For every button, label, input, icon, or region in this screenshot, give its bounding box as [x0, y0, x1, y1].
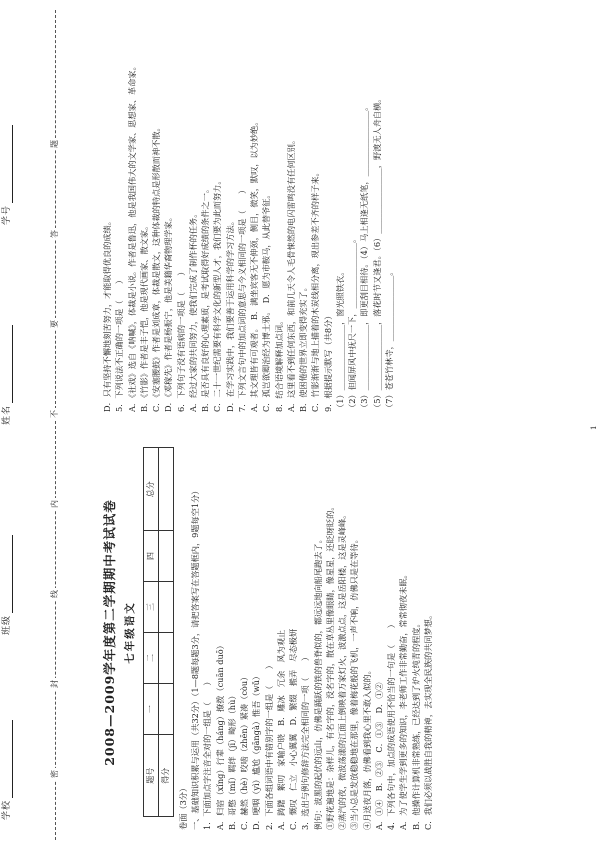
field-label: 学号	[2, 204, 12, 225]
question-line: ②蒸汽的夜，微波荡漾的江面上倒映着万家灯火，波激点点，这是岳阳楼，这是灵峰峰。	[337, 510, 347, 830]
score-cell[interactable]	[158, 448, 173, 530]
question-line: C．二十一世纪需要有科学文化的新型人才，我们要为此而努力。	[212, 176, 223, 412]
question-line: A．①④ B．②③ C．①③ D．①②	[373, 682, 384, 830]
exam-title: 2008—2009学年度第二学期期中考试试卷	[102, 499, 117, 766]
seal-dashed-line	[55, 10, 56, 840]
seal-word: 内	[50, 500, 59, 508]
left-column	[102, 435, 435, 830]
question-line: 6．下列句子没有语病的一项是（ ）	[175, 267, 186, 412]
question-line: A．《社戏》选自《呐喊》，体裁是小说。作者是鲁迅，他是我国伟大的文学家、思想家、革命家。	[126, 62, 137, 412]
question-line: ①野花遍地是：杂样儿，有名字的，没名字的，散在草丛里像眼睛，像星星，还眨呀眨的。	[324, 502, 335, 830]
field-class	[2, 535, 13, 635]
field-line[interactable]	[2, 125, 13, 203]
question-line: C．慨叹 仁立 小心翼翼 D．繁缀 搬弄 尽态极妍	[288, 628, 298, 830]
question-line: A．其文理皆有可观者。 B．满坐宾客无不伸颈，侧目，微笑，默叹，以为妙绝。	[249, 117, 259, 412]
question-line: A．这里看不到任何东西，和前几天令人毛骨悚然的电闪雷鸣没有任何区别。	[285, 135, 296, 412]
seal-word: 答	[50, 230, 59, 238]
question-line: C．孤岂欲卿治经为博士邪。 D．愿为市鞍马，从此替爷征。	[261, 190, 272, 412]
score-cell[interactable]	[158, 581, 173, 632]
question-line: 5．下列说法不正确的一项是（ ）	[114, 275, 125, 412]
field-line[interactable]	[2, 720, 13, 798]
left-question-list	[178, 435, 433, 830]
question-line: （3）________________，即更刮目相待。（4）马上相逢无纸笔，________________。	[359, 102, 370, 412]
question-line: 1．下面加点字注音全对的一组是（ ）	[202, 677, 213, 830]
score-header-cell: 二	[143, 633, 158, 684]
question-line: （2）但闻屏风中抚尺一下，________________。	[347, 234, 357, 412]
question-line: D．哽咽（yì）尴尬（gāngà）惟吾（wǔ）	[251, 671, 262, 830]
field-label: 姓名	[2, 404, 12, 425]
question-line: B．《竹影》作者是丰子恺，他是现代画家、散文家。	[138, 221, 149, 412]
score-header-cell: 题号	[143, 735, 158, 817]
question-line: A．经过大家的共同努力，使我们完成了制作杯的任务。	[187, 209, 198, 412]
page-number: 1	[590, 425, 598, 430]
seal-word: 题	[50, 140, 59, 148]
field-label: 学校	[2, 799, 12, 820]
question-line: （1）________________，窗光照铁衣。	[334, 267, 345, 412]
question-line: 2．下面各组词语中有错别字的一组是（ ）	[263, 661, 274, 830]
question-line: ④月送夜月落，仿佛看到我心里不敢入似的。	[361, 666, 372, 830]
score-cell[interactable]	[158, 633, 173, 684]
score-header-cell: 总分	[143, 448, 158, 530]
right-column	[100, 17, 396, 412]
question-line: 9．根据提示默写（共8分）	[322, 311, 333, 412]
question-line: C．我们必须以战胜自我的精神，去实现全民族的共同梦想。	[422, 610, 433, 830]
exam-subtitle: 七年级语文	[123, 601, 136, 664]
question-line: 例句：波黑的起伏的远山，仿佛是踊跃的铁的兽脊似的，都远远地向船尾跑去了。	[312, 535, 323, 830]
question-line: ③当小总是发放稳稳地在那里，像着梅花般的飞机，一声不响，仿佛只是在等待。	[349, 535, 360, 830]
field-label: 班级	[2, 614, 12, 635]
question-line: D．只有坚持不懈地刻苦努力，才能取得优良的成绩。	[102, 217, 112, 412]
question-line: 一、基础知识积累与运用（共32分）（1—8题每题3分，请把答案写在答题框内，9题每空1分）	[190, 486, 200, 830]
question-line: B．哥憋（mǐ）羁绊（jī）畸形（hù）	[226, 691, 237, 830]
question-line: B．使困倦的世界立即变得充实了。	[298, 283, 308, 412]
question-line: 8．结合语境解释加点词。	[273, 316, 284, 412]
score-table	[143, 448, 174, 818]
field-name	[2, 325, 13, 425]
right-question-list	[102, 17, 394, 412]
field-line[interactable]	[2, 535, 13, 613]
score-header-cell: 四	[143, 530, 158, 581]
seal-word: 封	[50, 680, 59, 688]
question-line: B．是否具有良好的心理素质，是考试取得好成绩的条件之一。	[200, 184, 210, 412]
score-header-cell: 一	[143, 684, 158, 735]
question-line: A．归宿（xǐng）行辈（háng）撩拨（cuān duō）	[214, 641, 225, 830]
question-line: C．《安塞腰鼓》作者是刘成章，体裁是散文，这种体裁的特点是形散而神不散。	[151, 123, 161, 412]
question-line: 4．下列各句中，加点的成语使用不恰当的一句是（ ）	[386, 620, 396, 830]
question-line: 卷面（3分）	[177, 783, 188, 830]
seal-word: 线	[50, 590, 59, 598]
seal-word: 不	[50, 410, 59, 418]
score-cell[interactable]	[158, 684, 173, 735]
score-header-cell: 三	[143, 581, 158, 632]
question-line: （5）________________，落花时节又逢君。（6）________________，野渡无人舟自横。	[371, 94, 382, 412]
question-line: C．竹影渐渐与地上描着的木炭线相分离，现出参差不齐的样子来。	[310, 168, 321, 412]
seal-area	[0, 0, 95, 850]
question-line: （7）苍苍竹林寺，________________。	[383, 267, 394, 412]
field-id	[2, 125, 13, 225]
question-line: A．为了使学生学到更多的知识，李老师工作非常勤奋，常常彻夜未眠。	[398, 570, 409, 830]
seal-word: 密	[50, 770, 59, 778]
question-line: A．踌躇 絮叨 家喻户晓 B．雕冰 冗余 风为观止	[275, 629, 286, 830]
score-row-label: 得分	[158, 735, 173, 817]
question-line: D．《邓稼先》作者是杨振宁，他是美籍华裔物理学家。	[163, 213, 174, 412]
question-line: 7．下列文言句中的加点词的意思与今义相同的一项是（ ）	[236, 185, 247, 412]
question-line: B．他操作计算机非常熟练，已经达到了炉火纯青的程度。	[410, 619, 421, 830]
question-line: C．赫然（hè）咬啮（zhēn）紧凑（còu）	[239, 672, 249, 830]
field-school	[2, 720, 13, 820]
question-line: 3．选出与例句修辞方法完全相同的一项（ ）	[300, 652, 311, 830]
seal-word: 要	[50, 320, 59, 328]
question-line: D．在学习实践中，我们要善于运用科学的学习方法。	[224, 217, 235, 412]
field-line[interactable]	[2, 325, 13, 403]
score-cell[interactable]	[158, 530, 173, 581]
